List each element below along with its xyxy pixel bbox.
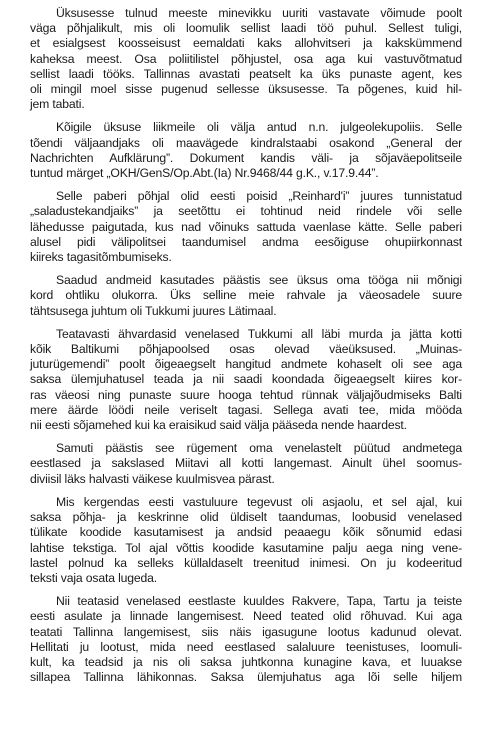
text-line: sillapea Tallinna lähikonnas. Saksa ülemjuhatus aga lõi selle hiljem [30, 670, 462, 685]
text-line: nii eesti sõjamehed kui ka eraisikud said välja pääseda nende haardest. [30, 418, 407, 433]
text-line: „saladustekandjaiks” ja seetõttu ei tohtinud neid rindele või selle [30, 204, 462, 219]
text-line: Hellitati ju lootust, mida need eestlased salaluure teenistuses, loomuli- [30, 639, 462, 654]
paragraph [30, 273, 462, 319]
text-line: Samuti päästis see rügement oma venelastelt püütud andmetega [56, 441, 462, 456]
text-line: Mis kergendas eesti vastuluure tegevust oli asjaolu, et sel ajal, kui [56, 494, 462, 509]
paragraph [30, 6, 462, 112]
text-line: alusel pidi välipolitsei taandumisel andma eesõiguse ohupiirkonnast [30, 234, 462, 249]
text-line: Teatavasti ähvardasid venelased Tukkumi all läbi murda ja jätta kotti [56, 326, 462, 341]
text-line: eestlased ja sakslased Miitavi all kotti langemast. Ainult üheI soomus- [30, 456, 462, 471]
text-line: juturügemendi” poolt õigeaegselt hangitud andmete kohaselt oli see aga [30, 357, 462, 372]
paragraph [30, 120, 462, 181]
text-line: kaheksa meest. Osa poliitilistel põhjustel, osa aga kui vastuvõtmatud [30, 51, 462, 66]
text-line: sellist laadi tööks. Tallinnas avastati peatselt ka üks punaste agent, kes [30, 66, 462, 81]
text-line: ras väeosi ning punaste suure hooga tehtud rünnak väljajõudmiseks Balti [30, 387, 462, 402]
text-line: tõendi väljaandjaks oli maavägede kindralstaabi osakond „General der [30, 135, 462, 150]
text-line: Saadud andmeid kasutades päästis see üksus oma tööga nii mõnigi [56, 273, 462, 288]
text-line: Üksusesse tulnud meeste minevikku uuriti vastavate võimude poolt [56, 6, 462, 20]
text-line: kord ohtliku olukorra. Üks selline meie rahvale ja väeosadele suure [30, 288, 462, 303]
text-line: diviisil läks halvasti väikese kuulmisvea pärast. [30, 471, 275, 486]
text-line: Nii teatasid venelased eestlaste kuuldes Rakvere, Tapa, Tartu ja teiste [56, 594, 462, 609]
text-line: eesti asulate ja linnade langemisest. Need teated olid rõhuvad. Kui aga [30, 609, 462, 624]
text-line: lähedusse paigutada, kus nad võinuks sattuda vaenlase kätte. Selle paberi [30, 219, 462, 234]
text-line: et esialgsest koosseisust eemaldati kaks allohvitseri ja kakskümmend [30, 36, 462, 51]
text-line: Selle paberi põhjal olid eesti poisid „Reinhard'i” juures tunnistatud [56, 189, 462, 204]
paragraph [30, 327, 462, 433]
paragraph [30, 189, 462, 265]
text-line: Nachrichten Aufklärung”. Dokument kandis väli- ja sõjaväepolitseile [30, 150, 462, 165]
text-line: teatati Tallinna langemisest, siis näis igasugune lootus kadunud olevat. [30, 624, 462, 639]
text-line: kiireks tagasitõmbumiseks. [30, 250, 172, 265]
text-line: teksti vaja osata lugeda. [30, 570, 158, 585]
text-line: tuntud märget „OKH/GenS/Op.Abt.(Ia) Nr.9468/44 g.K., v.17.9.44”. [30, 166, 379, 181]
text-line: mere äärde löödi neile veriselt tagasi. Sellega avati tee, mida mööda [30, 402, 462, 417]
text-line: lahtise tekstiga. Tol ajal võttis koodide kasutamine palju aega ning vene- [30, 540, 462, 555]
paragraph [30, 594, 462, 685]
text-line: kõik Baltikumi põhjapoolsed osas olevad väeüksused. „Muinas- [30, 342, 462, 357]
paragraph [30, 495, 462, 586]
text-line: lastel polnud ka selleks küllaldaselt treenitud inimesi. On ju kodeeritud [30, 555, 462, 570]
text-line: oli mingil moel sisse pugenud sellesse üksusesse. Ta põgenes, kuid hil- [30, 82, 462, 97]
text-line: tülikate koodide kasutamisest ja andsid peaaegu kõik sõnumid edasi [30, 525, 462, 540]
text-line: väga põhjalikult, mis oli loomulik sellist laadi töö puhul. Sellest tuligi, [30, 21, 462, 36]
text-line: Kõigile üksuse liikmeile oli välja antud n.n. julgeolekupoliis. Selle [56, 120, 462, 135]
document-page [30, 6, 462, 693]
text-line: jem tabati. [30, 97, 85, 112]
paragraph [30, 441, 462, 487]
text-line: saksa ülemjuhatusel teada ja nii saadi koondada õigeaegselt kiires kor- [30, 372, 462, 387]
text-line: tähtsusega juhtum oli Tukkumi juures Lätimaal. [30, 303, 277, 318]
text-line: kult, ka teadsid ja nis oli saksa juhtkonna kunagine kava, et luuakse [30, 654, 462, 669]
text-line: saksa põhja- ja keskrinne olid üldiselt taandumas, loobusid venelased [30, 510, 462, 525]
